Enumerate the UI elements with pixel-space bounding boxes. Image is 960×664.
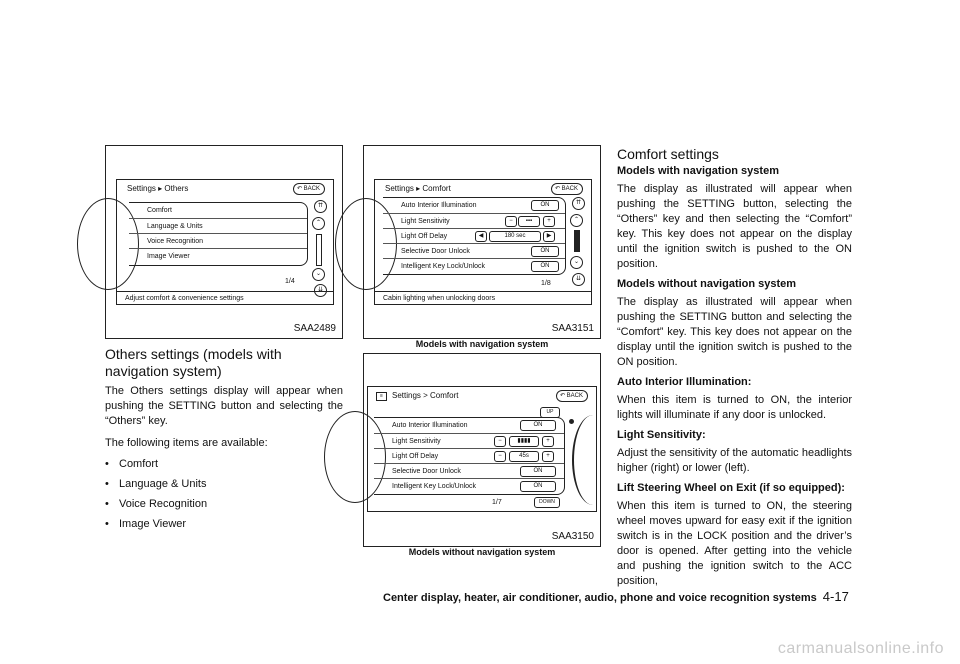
setting-label: Intelligent Key Lock/Unlock	[401, 263, 486, 270]
screen-footer-text: Cabin lighting when unlocking doors	[383, 295, 496, 302]
sensitivity-slider[interactable]: ▪▪▪	[518, 216, 540, 227]
scroll-arc	[572, 415, 614, 505]
figure-code: SAA2489	[293, 323, 336, 334]
setting-label: Light Off Delay	[401, 233, 448, 240]
setting-selective-door-unlock[interactable]	[383, 243, 565, 258]
subheading: Models without navigation system	[617, 278, 797, 290]
section-heading: Others settings (models with navigation system)	[105, 346, 282, 379]
minus-button[interactable]: −	[505, 216, 517, 227]
screen-others	[116, 179, 334, 305]
value-text: ON	[533, 422, 543, 428]
value-text: 45s	[519, 453, 529, 459]
up-label: UP	[546, 409, 554, 415]
setting-label: Light Sensitivity	[392, 438, 441, 445]
paragraph: The display as illustrated will appear when pushing the SETTING button and selecting the “Comfort” key. This key does not appear on the display until the ignition switch is pushed to the ON position.	[617, 296, 852, 368]
setting-intelligent-key[interactable]	[383, 258, 565, 273]
left-arrow-button[interactable]: ◀	[475, 231, 487, 242]
back-button[interactable]: ↶ BACK	[556, 390, 588, 402]
back-label: BACK	[566, 393, 583, 399]
scroll-down-icon[interactable]: ⌄	[570, 256, 583, 269]
value-text: ON	[533, 483, 543, 489]
value-delay	[489, 231, 541, 242]
scroll-bottom-icon[interactable]: ⇊	[572, 273, 585, 286]
left-column	[105, 346, 343, 532]
setting-light-off-delay[interactable]	[374, 448, 564, 463]
setting-label: Selective Door Unlock	[401, 248, 470, 255]
page-indicator: 1/8	[541, 280, 551, 287]
screen-title: Settings > Comfort	[392, 391, 459, 400]
plus-button[interactable]: +	[543, 216, 555, 227]
settings-panel	[383, 197, 566, 275]
back-label: BACK	[561, 186, 578, 192]
paragraph: When this item is turned to ON, the interior lights will illuminate if any door is unlocked.	[617, 394, 852, 421]
back-label: BACK	[303, 186, 320, 192]
menu-item-image-viewer[interactable]: Image Viewer	[129, 248, 307, 263]
menu-item-voice-recognition[interactable]: Voice Recognition	[129, 233, 307, 248]
menu-panel	[129, 202, 308, 266]
back-button[interactable]: ↶ BACK	[293, 183, 325, 195]
minus-button[interactable]: −	[494, 436, 506, 447]
scroll-up-icon[interactable]: ⌃	[570, 214, 583, 227]
value-text: ON	[533, 468, 543, 474]
bullet-item: • Language & Units	[105, 478, 207, 490]
screen-footer-text: Adjust comfort & convenience settings	[125, 295, 244, 302]
value-on[interactable]	[520, 481, 556, 492]
bullet-text: Voice Recognition	[119, 498, 208, 510]
bullet-text: Comfort	[119, 458, 159, 470]
page-indicator: 1/4	[285, 278, 295, 285]
section-heading: Comfort settings	[617, 146, 719, 162]
setting-label: Intelligent Key Lock/Unlock	[392, 483, 477, 490]
setting-label: Light Off Delay	[392, 453, 439, 460]
value-on[interactable]	[531, 246, 559, 257]
subheading: Lift Steering Wheel on Exit (if so equipped):	[617, 482, 845, 494]
figure-comfort-no-nav	[363, 353, 601, 547]
scroll-indicator-dot	[569, 419, 574, 424]
figure-caption-nav: Models with navigation system	[415, 339, 549, 349]
watermark: carmanualsonline.info	[777, 640, 944, 657]
right-column	[617, 146, 852, 589]
value-on[interactable]	[531, 200, 559, 211]
menu-item-comfort[interactable]: Comfort	[147, 207, 172, 214]
value-text: 180 sec	[504, 233, 526, 239]
menu-item-language-units[interactable]: Language & Units	[129, 218, 307, 233]
setting-label: Selective Door Unlock	[392, 468, 461, 475]
bullet-item: • Image Viewer	[105, 518, 187, 530]
back-button[interactable]: ↶ BACK	[551, 183, 583, 195]
paragraph: Adjust the sensitivity of the automatic headlights higher (right) or lower (left).	[617, 447, 852, 474]
bullet-item: • Comfort	[105, 458, 159, 470]
page-footer	[383, 589, 849, 604]
screen-comfort-no-nav	[367, 386, 597, 512]
down-button[interactable]	[534, 497, 560, 508]
screen-title: Settings ▸ Others	[127, 184, 189, 193]
minus-button[interactable]: −	[494, 451, 506, 462]
right-arrow-button[interactable]: ▶	[543, 231, 555, 242]
subheading: Models with navigation system	[617, 165, 779, 177]
value-on[interactable]	[520, 466, 556, 477]
scroll-bar[interactable]	[574, 230, 580, 252]
setting-light-sensitivity[interactable]	[374, 433, 564, 448]
value-on[interactable]	[531, 261, 559, 272]
value-text: ON	[540, 263, 550, 269]
sensitivity-slider[interactable]: ▮▮▮▮	[509, 436, 539, 447]
paragraph: The display as illustrated will appear when pushing the SETTING button, selecting the “Others” key and then selecting the “Comfort” key. This key does not appear on the display until the ignition switch is pushed to the ON position.	[617, 183, 852, 270]
setting-auto-interior-illumination[interactable]	[374, 418, 564, 433]
footer-text: Center display, heater, air conditioner, audio, phone and voice recognition systems	[383, 592, 817, 604]
paragraph: The Others settings display will appear when pushing the SETTING button and selecting the “Others” key.	[105, 385, 343, 427]
scroll-bottom-icon[interactable]: ⇊	[314, 284, 327, 297]
footer-divider	[117, 291, 333, 292]
figure-caption-no-nav: Models without navigation system	[408, 547, 556, 557]
plus-button[interactable]: +	[542, 436, 554, 447]
scroll-up-icon[interactable]: ⌃	[312, 217, 325, 230]
down-label: DOWN	[539, 499, 555, 505]
bullet-item: • Voice Recognition	[105, 498, 208, 510]
bullet-text: Language & Units	[119, 478, 207, 490]
figure-comfort-nav	[363, 145, 601, 339]
value-text: ON	[540, 202, 550, 208]
subheading: Auto Interior Illumination:	[617, 376, 752, 388]
setting-light-off-delay[interactable]	[383, 228, 565, 243]
setting-auto-interior-illumination[interactable]	[383, 198, 565, 213]
setting-label: Auto Interior Illumination	[392, 422, 468, 429]
figure-code: SAA3151	[551, 323, 594, 334]
setting-light-sensitivity[interactable]	[383, 213, 565, 228]
footer-divider	[375, 291, 591, 292]
screen-title: Settings ▸ Comfort	[385, 184, 451, 193]
paragraph: The following items are available:	[105, 437, 268, 449]
value-delay	[509, 451, 539, 462]
paragraph: When this item is turned to ON, the steering wheel moves upward for easy exit if the ignition switch is in the LOCK position and the driver’s door is opened. After getting into the vehicle and pushing the ignition switch to the ACC position,	[617, 500, 852, 587]
subheading: Light Sensitivity:	[617, 429, 706, 441]
setting-selective-door-unlock[interactable]	[374, 463, 564, 478]
screen-comfort-nav	[374, 179, 592, 305]
plus-button[interactable]: +	[542, 451, 554, 462]
page-indicator: 1/7	[492, 499, 502, 506]
page-number: 4-17	[822, 589, 849, 604]
value-on[interactable]	[520, 420, 556, 431]
setting-label: Light Sensitivity	[401, 218, 450, 225]
settings-icon: ≡	[376, 392, 387, 401]
scroll-bar[interactable]	[316, 234, 322, 266]
setting-label: Auto Interior Illumination	[401, 202, 477, 209]
setting-intelligent-key[interactable]	[374, 478, 564, 493]
settings-panel	[374, 417, 565, 495]
figure-others-settings	[105, 145, 343, 339]
scroll-top-icon[interactable]: ⇈	[314, 200, 327, 213]
scroll-top-icon[interactable]: ⇈	[572, 197, 585, 210]
bullet-text: Image Viewer	[119, 518, 187, 530]
scroll-down-icon[interactable]: ⌄	[312, 268, 325, 281]
figure-code: SAA3150	[551, 531, 594, 542]
value-text: ON	[540, 248, 550, 254]
